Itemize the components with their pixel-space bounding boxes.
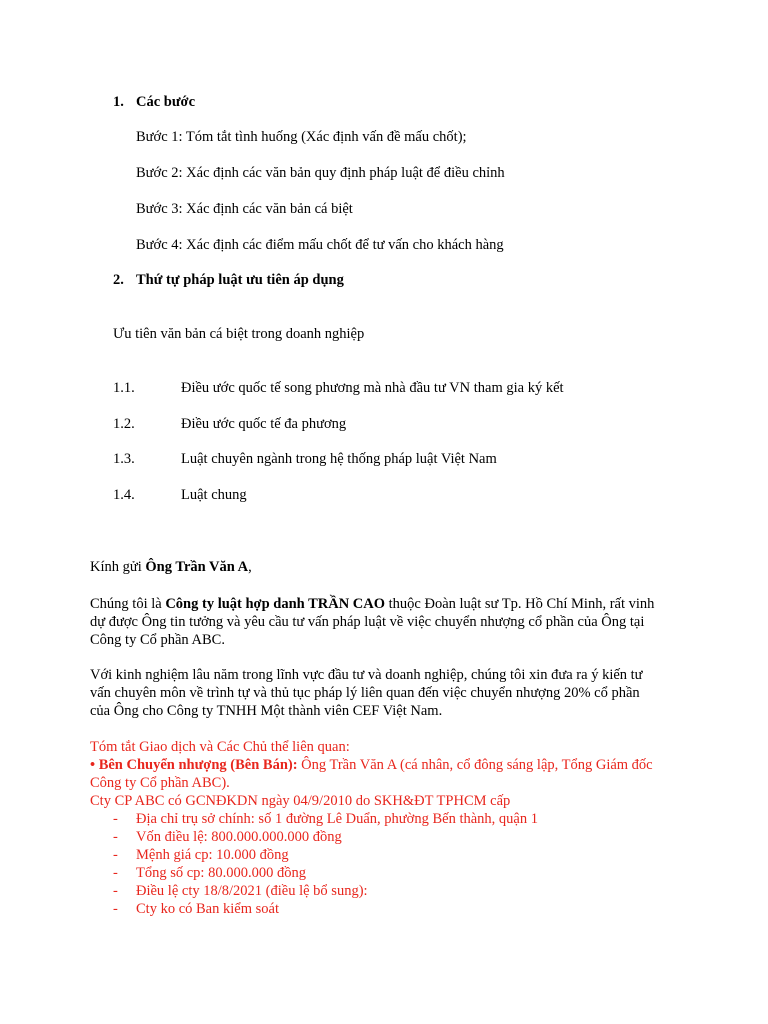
section2-intro: Ưu tiên văn bản cá biệt trong doanh nghiệp — [113, 326, 365, 342]
law-firm-name: Công ty luật hợp danh TRẦN CAO — [165, 596, 386, 612]
summary-heading: Tóm tắt Giao dịch và Các Chủ thể liên quan: — [90, 739, 350, 755]
list-item — [113, 846, 289, 864]
experience-paragraph — [90, 666, 690, 720]
list-item — [113, 882, 368, 900]
salutation — [90, 559, 252, 576]
bullet-text: Điều lệ cty 18/8/2021 (điều lệ bổ sung): — [136, 883, 368, 899]
company-line: Cty CP ABC có GCNĐKDN ngày 04/9/2010 do SKH&ĐT TPHCM cấp — [90, 793, 511, 809]
list-item — [113, 828, 342, 846]
dash-bullet: - — [113, 883, 118, 899]
bullet-text: Tổng số cp: 80.000.000 đồng — [136, 865, 306, 881]
intro-rest: thuộc Đoàn luật sư Tp. Hồ Chí Minh, rất vinh — [385, 596, 655, 612]
section1-heading: Các bước — [136, 94, 196, 110]
bullet-text: Mệnh giá cp: 10.000 đồng — [136, 847, 289, 863]
list-item-text: Luật chuyên ngành trong hệ thống pháp luật Việt Nam — [181, 451, 497, 467]
list-item-text: Điều ước quốc tế song phương mà nhà đầu tư VN tham gia ký kết — [181, 380, 564, 396]
intro-paragraph — [90, 595, 690, 649]
experience-line-3: của Ông cho Công ty TNHH Một thành viên CEF Việt Nam. — [90, 703, 443, 719]
step-2: Bước 2: Xác định các văn bản quy định pháp luật để điều chỉnh — [136, 165, 505, 181]
intro-line-2: dự được Ông tin tưởng và yêu cầu tư vấn pháp luật về việc chuyển nhượng cổ phần của Ông tại — [90, 614, 645, 630]
summary-block — [90, 738, 690, 810]
list-item — [113, 900, 279, 918]
bullet-text: Địa chỉ trụ sở chính: số 1 đường Lê Duẩn, phường Bến thành, quận 1 — [136, 811, 538, 827]
seller-label: • Bên Chuyển nhượng (Bên Bán): — [90, 757, 298, 773]
intro-line-3: Công ty Cổ phần ABC. — [90, 632, 225, 648]
dash-bullet: - — [113, 901, 118, 917]
bullet-text: Vốn điều lệ: 800.000.000.000 đồng — [136, 829, 342, 845]
dash-bullet: - — [113, 865, 118, 881]
step-4: Bước 4: Xác định các điểm mấu chốt để tư vấn cho khách hàng — [136, 237, 504, 253]
experience-line-2: vấn chuyên môn về trình tự và thủ tục pháp lý liên quan đến việc chuyển nhượng 20% cổ phần — [90, 685, 640, 701]
experience-line-1: Với kinh nghiệm lâu năm trong lĩnh vực đầu tư và doanh nghiệp, chúng tôi xin đưa ra ý kiến tư — [90, 667, 643, 683]
step-3: Bước 3: Xác định các văn bản cá biệt — [136, 201, 353, 217]
list-item — [113, 864, 306, 882]
list-item-text: Điều ước quốc tế đa phương — [181, 416, 347, 432]
list-item-number: 1.3. — [113, 451, 135, 467]
salutation-suffix: , — [248, 559, 252, 575]
list-item-number: 1.4. — [113, 487, 135, 503]
seller-line-2: Công ty Cổ phần ABC). — [90, 775, 230, 791]
intro-prefix: Chúng tôi là — [90, 596, 166, 612]
list-item-text: Luật chung — [181, 487, 247, 503]
salutation-prefix: Kính gửi — [90, 559, 146, 575]
bullet-text: Cty ko có Ban kiểm soát — [136, 901, 279, 917]
list-item-number: 1.1. — [113, 380, 135, 396]
section2-heading: Thứ tự pháp luật ưu tiên áp dụng — [136, 272, 344, 288]
dash-bullet: - — [113, 847, 118, 863]
dash-bullet: - — [113, 829, 118, 845]
list-item — [113, 810, 538, 828]
step-1: Bước 1: Tóm tắt tình huống (Xác định vấn đề mấu chốt); — [136, 129, 467, 145]
list-item-number: 1.2. — [113, 416, 135, 432]
dash-bullet: - — [113, 811, 118, 827]
section1-number: 1. — [113, 94, 124, 110]
seller-text: Ông Trần Văn A (cá nhân, cổ đông sáng lập, Tổng Giám đốc — [297, 757, 653, 773]
recipient-name: Ông Trần Văn A — [145, 559, 249, 575]
section2-number: 2. — [113, 272, 124, 288]
